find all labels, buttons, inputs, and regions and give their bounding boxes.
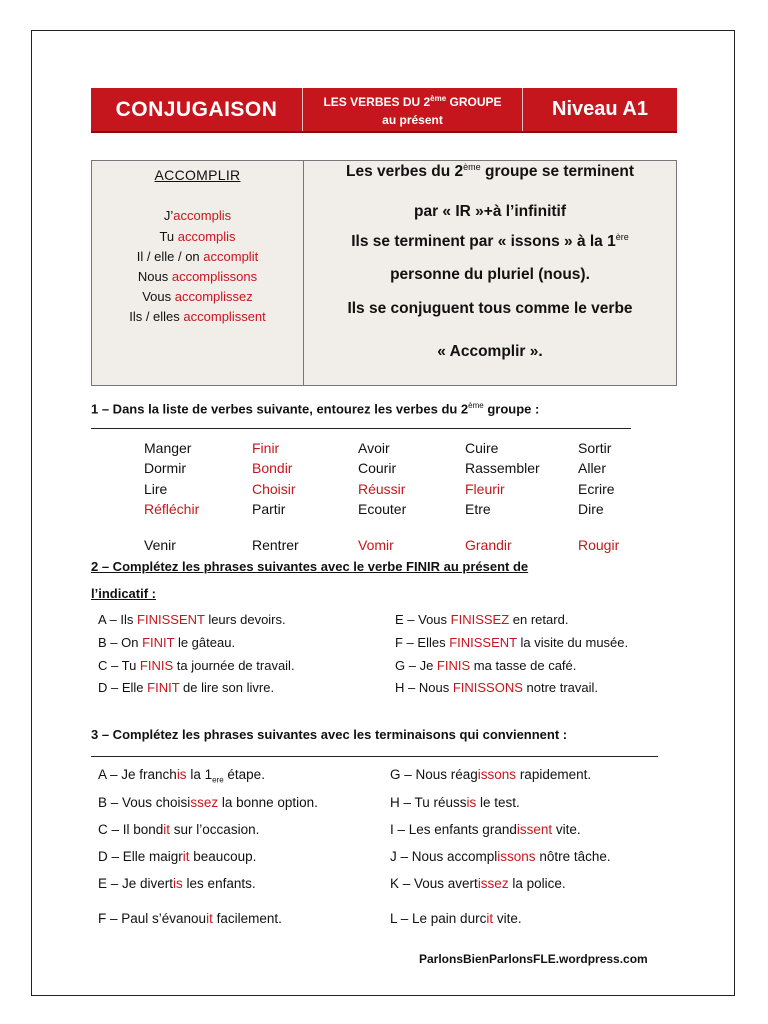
verb-list (144, 440, 644, 560)
sentence-left (98, 795, 318, 810)
conjugation-row (92, 208, 303, 224)
answer: it (206, 911, 213, 926)
divider (91, 756, 658, 757)
sentence-text: A – Ils (98, 612, 138, 627)
verb-word: Réussir (358, 481, 406, 497)
sentence-text: leurs devoirs. (204, 612, 286, 627)
grammar-box (91, 160, 677, 386)
answer: ssez (190, 795, 219, 810)
conj-form: accomplissons (171, 269, 258, 284)
sentence-text: rapidement. (516, 767, 592, 782)
sentence-text: le test. (476, 795, 520, 810)
sentence-left (98, 680, 274, 695)
verb-word: Finir (252, 440, 280, 456)
grammar-rule: Les verbes du 2ème groupe se terminent par « IR »+à l’infinitif Ils se terminent par « issons » à la 1ère personne du pluriel (nous). Ils se conjuguent tous comme le verbe « Accomplir ». (346, 162, 634, 360)
verb-word: Rassembler (465, 460, 540, 476)
verb-word: Bondir (252, 460, 293, 476)
sentence-text: K – Vous avert (390, 876, 478, 891)
sentence-text: en retard. (509, 612, 569, 627)
verb-word: Venir (144, 537, 176, 553)
sentence-text: F – Paul s’évanou (98, 911, 207, 926)
sentence-text: L – Le pain durc (390, 911, 487, 926)
conj-form: accomplissez (174, 289, 253, 304)
model-verb-title: ACCOMPLIR (154, 167, 241, 183)
sentence-text: G – Nous réag (390, 767, 478, 782)
verb-word: Etre (465, 501, 491, 517)
sentence-right (390, 767, 591, 782)
conjugation-row (92, 229, 303, 245)
sentence-right (390, 911, 522, 926)
answer: it (163, 822, 171, 837)
answer: FINISSENT (137, 612, 205, 627)
sentence-text: C – Il bond (98, 822, 164, 837)
sentence-text: ta journée de travail. (173, 658, 295, 673)
sentence-text: étape. (223, 767, 265, 782)
conjugation-row (92, 249, 303, 265)
sentence-right (390, 822, 581, 837)
sentence-text: beaucoup. (189, 849, 257, 864)
verb-word: Avoir (358, 440, 390, 456)
header-level: Niveau A1 (552, 98, 648, 120)
conj-form: accomplissent (183, 309, 266, 324)
answer: issent (516, 822, 553, 837)
sentence-text: la bonne option. (218, 795, 318, 810)
sentence-text: facilement. (212, 911, 282, 926)
sentence-right (395, 612, 568, 627)
answer: is (466, 795, 477, 810)
verb-word: Sortir (578, 440, 612, 456)
sentence-right (395, 680, 598, 695)
conj-pronoun: Il / elle / on (136, 249, 204, 264)
verb-word: Réfléchir (144, 501, 200, 517)
sentence-left (98, 849, 256, 864)
answer: FINIS (139, 658, 174, 673)
answer: FINIS (436, 658, 471, 673)
answer: issons (477, 767, 517, 782)
verb-word: Rentrer (252, 537, 299, 553)
answer: issons (497, 849, 536, 864)
sentence-left (98, 658, 295, 673)
verb-word: Grandir (465, 537, 512, 553)
verb-word: Cuire (465, 440, 499, 456)
verb-word: Dormir (144, 460, 186, 476)
verb-word: Courir (358, 460, 397, 476)
answer: FINIT (142, 635, 175, 650)
sentence-text: A – Je franch (98, 767, 177, 782)
sentence-text: J – Nous accompl (390, 849, 498, 864)
sentence-text: D – Elle (98, 680, 148, 695)
answer: FINIT (147, 680, 180, 695)
sentence-left (98, 911, 282, 926)
conjugation-row (92, 269, 303, 285)
conj-pronoun: Nous (137, 269, 172, 284)
sentence-text: notre travail. (522, 680, 599, 695)
sentence-text: la police. (508, 876, 566, 891)
sentence-text: G – Je (395, 658, 437, 673)
divider (91, 428, 631, 429)
sentence-left (98, 767, 265, 785)
sentence-text: la visite du musée. (516, 635, 629, 650)
exercise-2-title-cont: l’indicatif : (91, 586, 156, 601)
verb-word: Dire (578, 501, 604, 517)
sentence-text: C – Tu (98, 658, 140, 673)
sentence-text: D – Elle maigr (98, 849, 183, 864)
sentence-text: H – Tu réuss (390, 795, 467, 810)
answer: is (173, 876, 183, 891)
sentence-text: I – Les enfants grand (390, 822, 517, 837)
conjugation-row (92, 309, 303, 325)
answer: issez (477, 876, 509, 891)
sentence-text: ma tasse de café. (470, 658, 577, 673)
sentence-right (390, 876, 566, 891)
sentence-text: vite. (493, 911, 522, 926)
sentence-left (98, 612, 286, 627)
conj-form: accomplis (173, 208, 232, 223)
footer-website: ParlonsBienParlonsFLE.wordpress.com (419, 952, 648, 966)
conj-pronoun: Tu (159, 229, 178, 244)
exercise-2-title: 2 – Complétez les phrases suivantes avec le verbe FINIR au présent de (91, 559, 529, 574)
conj-pronoun: Vous (142, 289, 175, 304)
exercise-1-title: 1 – Dans la liste de verbes suivante, entourez les verbes du 2ème groupe : (91, 401, 540, 417)
answer: FINISSENT (449, 635, 517, 650)
answer: it (182, 849, 190, 864)
header-title: CONJUGAISON (91, 88, 303, 131)
verb-word: Manger (144, 440, 192, 456)
sentence-text: la 1 (186, 767, 213, 782)
conj-form: accomplis (177, 229, 236, 244)
sentence-text: sur l’occasion. (170, 822, 260, 837)
sentence-text: B – On (98, 635, 143, 650)
verb-word: Vomir (358, 537, 394, 553)
sentence-text: B – Vous choisi (98, 795, 191, 810)
verb-word: Rougir (578, 537, 620, 553)
answer: FINISSEZ (450, 612, 510, 627)
sentence-text: de lire son livre. (179, 680, 275, 695)
verb-word: Ecrire (578, 481, 615, 497)
verb-word: Ecouter (358, 501, 407, 517)
sentence-text: les enfants. (182, 876, 256, 891)
sentence-text: H – Nous (395, 680, 453, 695)
sentence-text: F – Elles (395, 635, 450, 650)
header-banner (91, 88, 677, 133)
sentence-left (98, 876, 256, 891)
answer: FINISSONS (452, 680, 523, 695)
exercise-3-title: 3 – Complétez les phrases suivantes avec les terminaisons qui conviennent : (91, 727, 568, 742)
sentence-text: le gâteau. (174, 635, 236, 650)
conj-form: accomplit (203, 249, 259, 264)
verb-word: Fleurir (465, 481, 505, 497)
sentence-left (98, 822, 259, 837)
conjugation-table (92, 161, 304, 385)
verb-word: Partir (252, 501, 286, 517)
verb-word: Lire (144, 481, 168, 497)
sentence-right (390, 849, 611, 864)
sentence-text: vite. (552, 822, 581, 837)
answer: is (176, 767, 187, 782)
header-subtitle: LES VERBES DU 2ème GROUPE au présent (303, 88, 523, 131)
verb-word: Choisir (252, 481, 296, 497)
sentence-left (98, 635, 235, 650)
sentence-right (395, 658, 576, 673)
conjugation-row (92, 289, 303, 305)
sentence-text: nôtre tâche. (535, 849, 611, 864)
verb-word: Aller (578, 460, 607, 476)
answer: it (486, 911, 494, 926)
sentence-text: E – Vous (395, 612, 451, 627)
ordinal-suffix: ere (212, 775, 224, 785)
sentence-right (390, 795, 520, 810)
conj-pronoun: Ils / elles (129, 309, 184, 324)
sentence-text: E – Je divert (98, 876, 174, 891)
sentence-right (395, 635, 628, 650)
conj-pronoun: J’ (163, 208, 174, 223)
